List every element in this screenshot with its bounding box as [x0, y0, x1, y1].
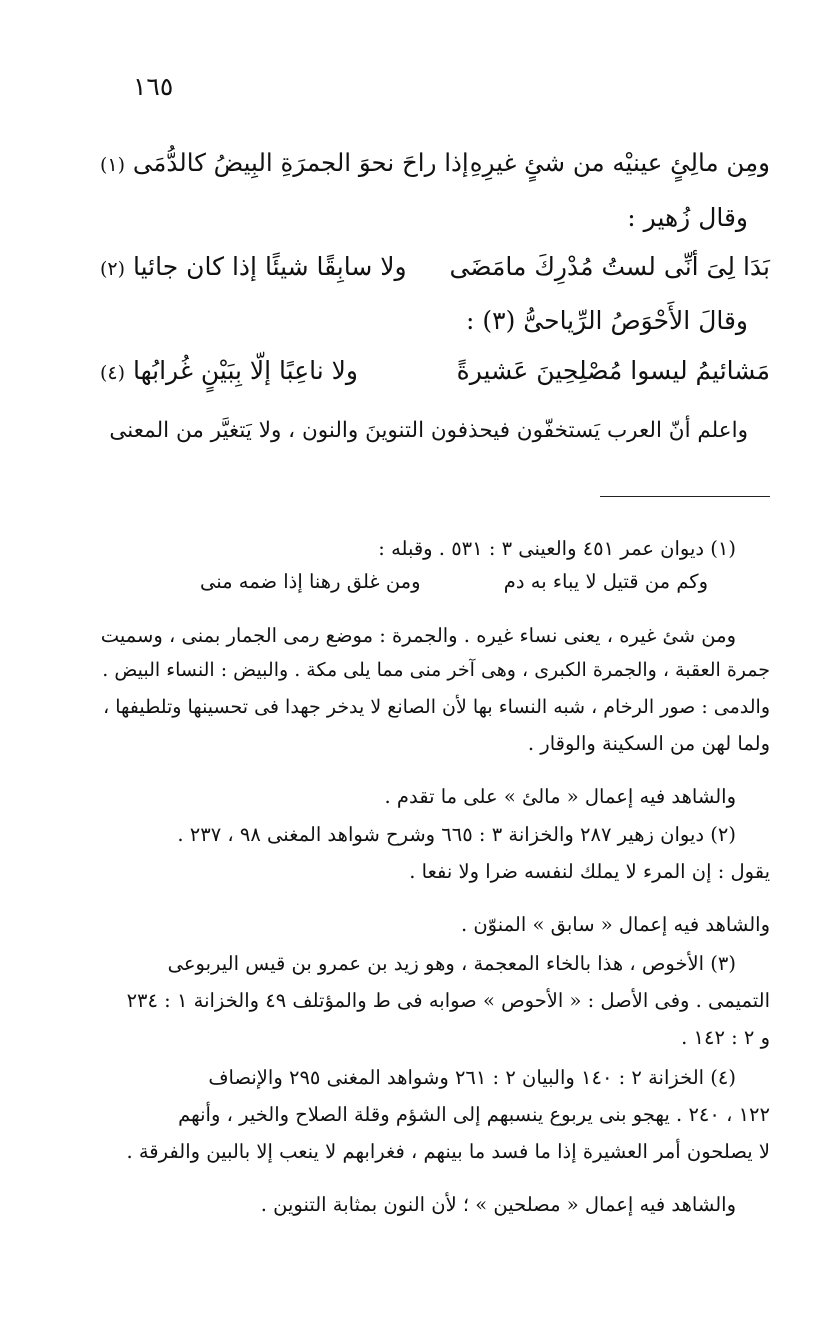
- closing-paragraph: واعلم أنّ العرب يَستخفّون فيحذفون التنوينَ والنون ، ولا يَتغيَّر من المعنى: [109, 418, 748, 443]
- footnote-1-line-2: جمرة العقبة ، والجمرة الكبرى ، وهى آخر منى مما يلى مكة . والبيض : النساء البيض .: [102, 659, 770, 681]
- verse-2-intro: وقال زُهير :: [627, 203, 748, 232]
- footnote-ref-4: (٤): [100, 362, 126, 384]
- page-number: ١٦٥: [133, 72, 174, 101]
- footnote-ref-2: (٢): [100, 258, 126, 280]
- footnote-separator: [600, 496, 770, 497]
- verse-2-first-hemistich: بَدَا لِىَ أنِّى لستُ مُدْرِكَ مامَضَى: [449, 252, 770, 281]
- verse-1-first-hemistich: ومِن مالِئٍ عينيْه من شئٍ غيرِهِ: [469, 148, 770, 177]
- verse-3-second-hemistich: [100, 356, 358, 385]
- footnote-2-shahid: والشاهد فيه إعمال « سابق » المنوّن .: [460, 913, 770, 936]
- footnote-4-line-2: ١٢٢ ، ٢٤٠ . يهجو بنى يربوع ينسبهم إلى الشؤم وقلة الصلاح والخير ، وأنهم: [178, 1103, 770, 1126]
- verse-3: [100, 356, 770, 400]
- footnote-2-heading: (٢) ديوان زهير ٢٨٧ والخزانة ٣ : ٦٦٥ وشرح شواهد المغنى ٩٨ ، ٢٣٧ .: [177, 823, 736, 846]
- footnote-1-line-1: ومن شئ غيره ، يعنى نساء غيره . والجمرة : موضع رمى الجمار بمنى ، وسميت: [100, 624, 736, 647]
- verse-3-intro: وقالَ الأَحْوَصُ الرِّياحىُّ (٣) :: [466, 306, 748, 335]
- footnote-1-verse-second: ومن غلق رهنا إذا ضمه منى: [200, 570, 421, 593]
- verse-2: [100, 252, 770, 296]
- footnote-1-heading: (١) ديوان عمر ٤٥١ والعينى ٣ : ٥٣١ . وقبله :: [378, 537, 736, 560]
- footnote-1-verse: [200, 570, 708, 593]
- footnote-1-line-4: ولما لهن من السكينة والوقار .: [527, 732, 770, 755]
- verse-1-second-hemistich: [100, 148, 469, 177]
- verse-2-second-hemistich-text: ولا سابِقًا شيئًا إذا كان جائيا: [133, 252, 407, 281]
- footnote-3-line-3: و ٢ : ١٤٢ .: [681, 1026, 770, 1049]
- verse-3-first-hemistich: مَشائيمُ ليسوا مُصْلِحِينَ عَشيرةً: [456, 356, 770, 385]
- footnote-3-line-2: التميمى . وفى الأصل : « الأحوص » صوابه فى ط والمؤتلف ٤٩ والخزانة ١ : ٢٣٤: [126, 989, 770, 1012]
- footnote-4-line-1: (٤) الخزانة ٢ : ١٤٠ والبيان ٢ : ٢٦١ وشواهد المغنى ٢٩٥ والإنصاف: [208, 1066, 736, 1089]
- verse-1: [100, 148, 770, 192]
- footnote-1-verse-first: وكم من قتيل لا يباء به دم: [503, 570, 708, 593]
- footnote-1-shahid: والشاهد فيه إعمال « مالئ » على ما تقدم .: [384, 785, 736, 808]
- footnote-4-shahid: والشاهد فيه إعمال « مصلحين » ؛ لأن النون بمثابة التنوين .: [260, 1193, 736, 1216]
- verse-3-second-hemistich-text: ولا ناعِبًا إلّا بِبَيْنٍ غُرابُها: [133, 356, 358, 385]
- footnote-3-line-1: (٣) الأخوص ، هذا بالخاء المعجمة ، وهو زيد بن عمرو بن قيس اليربوعى: [167, 952, 736, 975]
- verse-2-second-hemistich: [100, 252, 407, 281]
- footnote-ref-1: (١): [100, 154, 126, 176]
- footnote-4-line-3: لا يصلحون أمر العشيرة إذا ما فسد ما بينهم ، فغرابهم لا ينعب إلا بالبين والفرقة .: [126, 1140, 770, 1163]
- footnote-1-line-3: والدمى : صور الرخام ، شبه النساء بها لأن الصانع لا يدخر جهدا فى تحسينها وتلطيفها ،: [103, 696, 770, 718]
- verse-1-second-hemistich-text: إذا راحَ نحوَ الجمرَةِ البِيضُ كالدُّمَى: [132, 148, 469, 177]
- footnote-2-line-1: يقول : إن المرء لا يملك لنفسه ضرا ولا نفعا .: [409, 860, 770, 883]
